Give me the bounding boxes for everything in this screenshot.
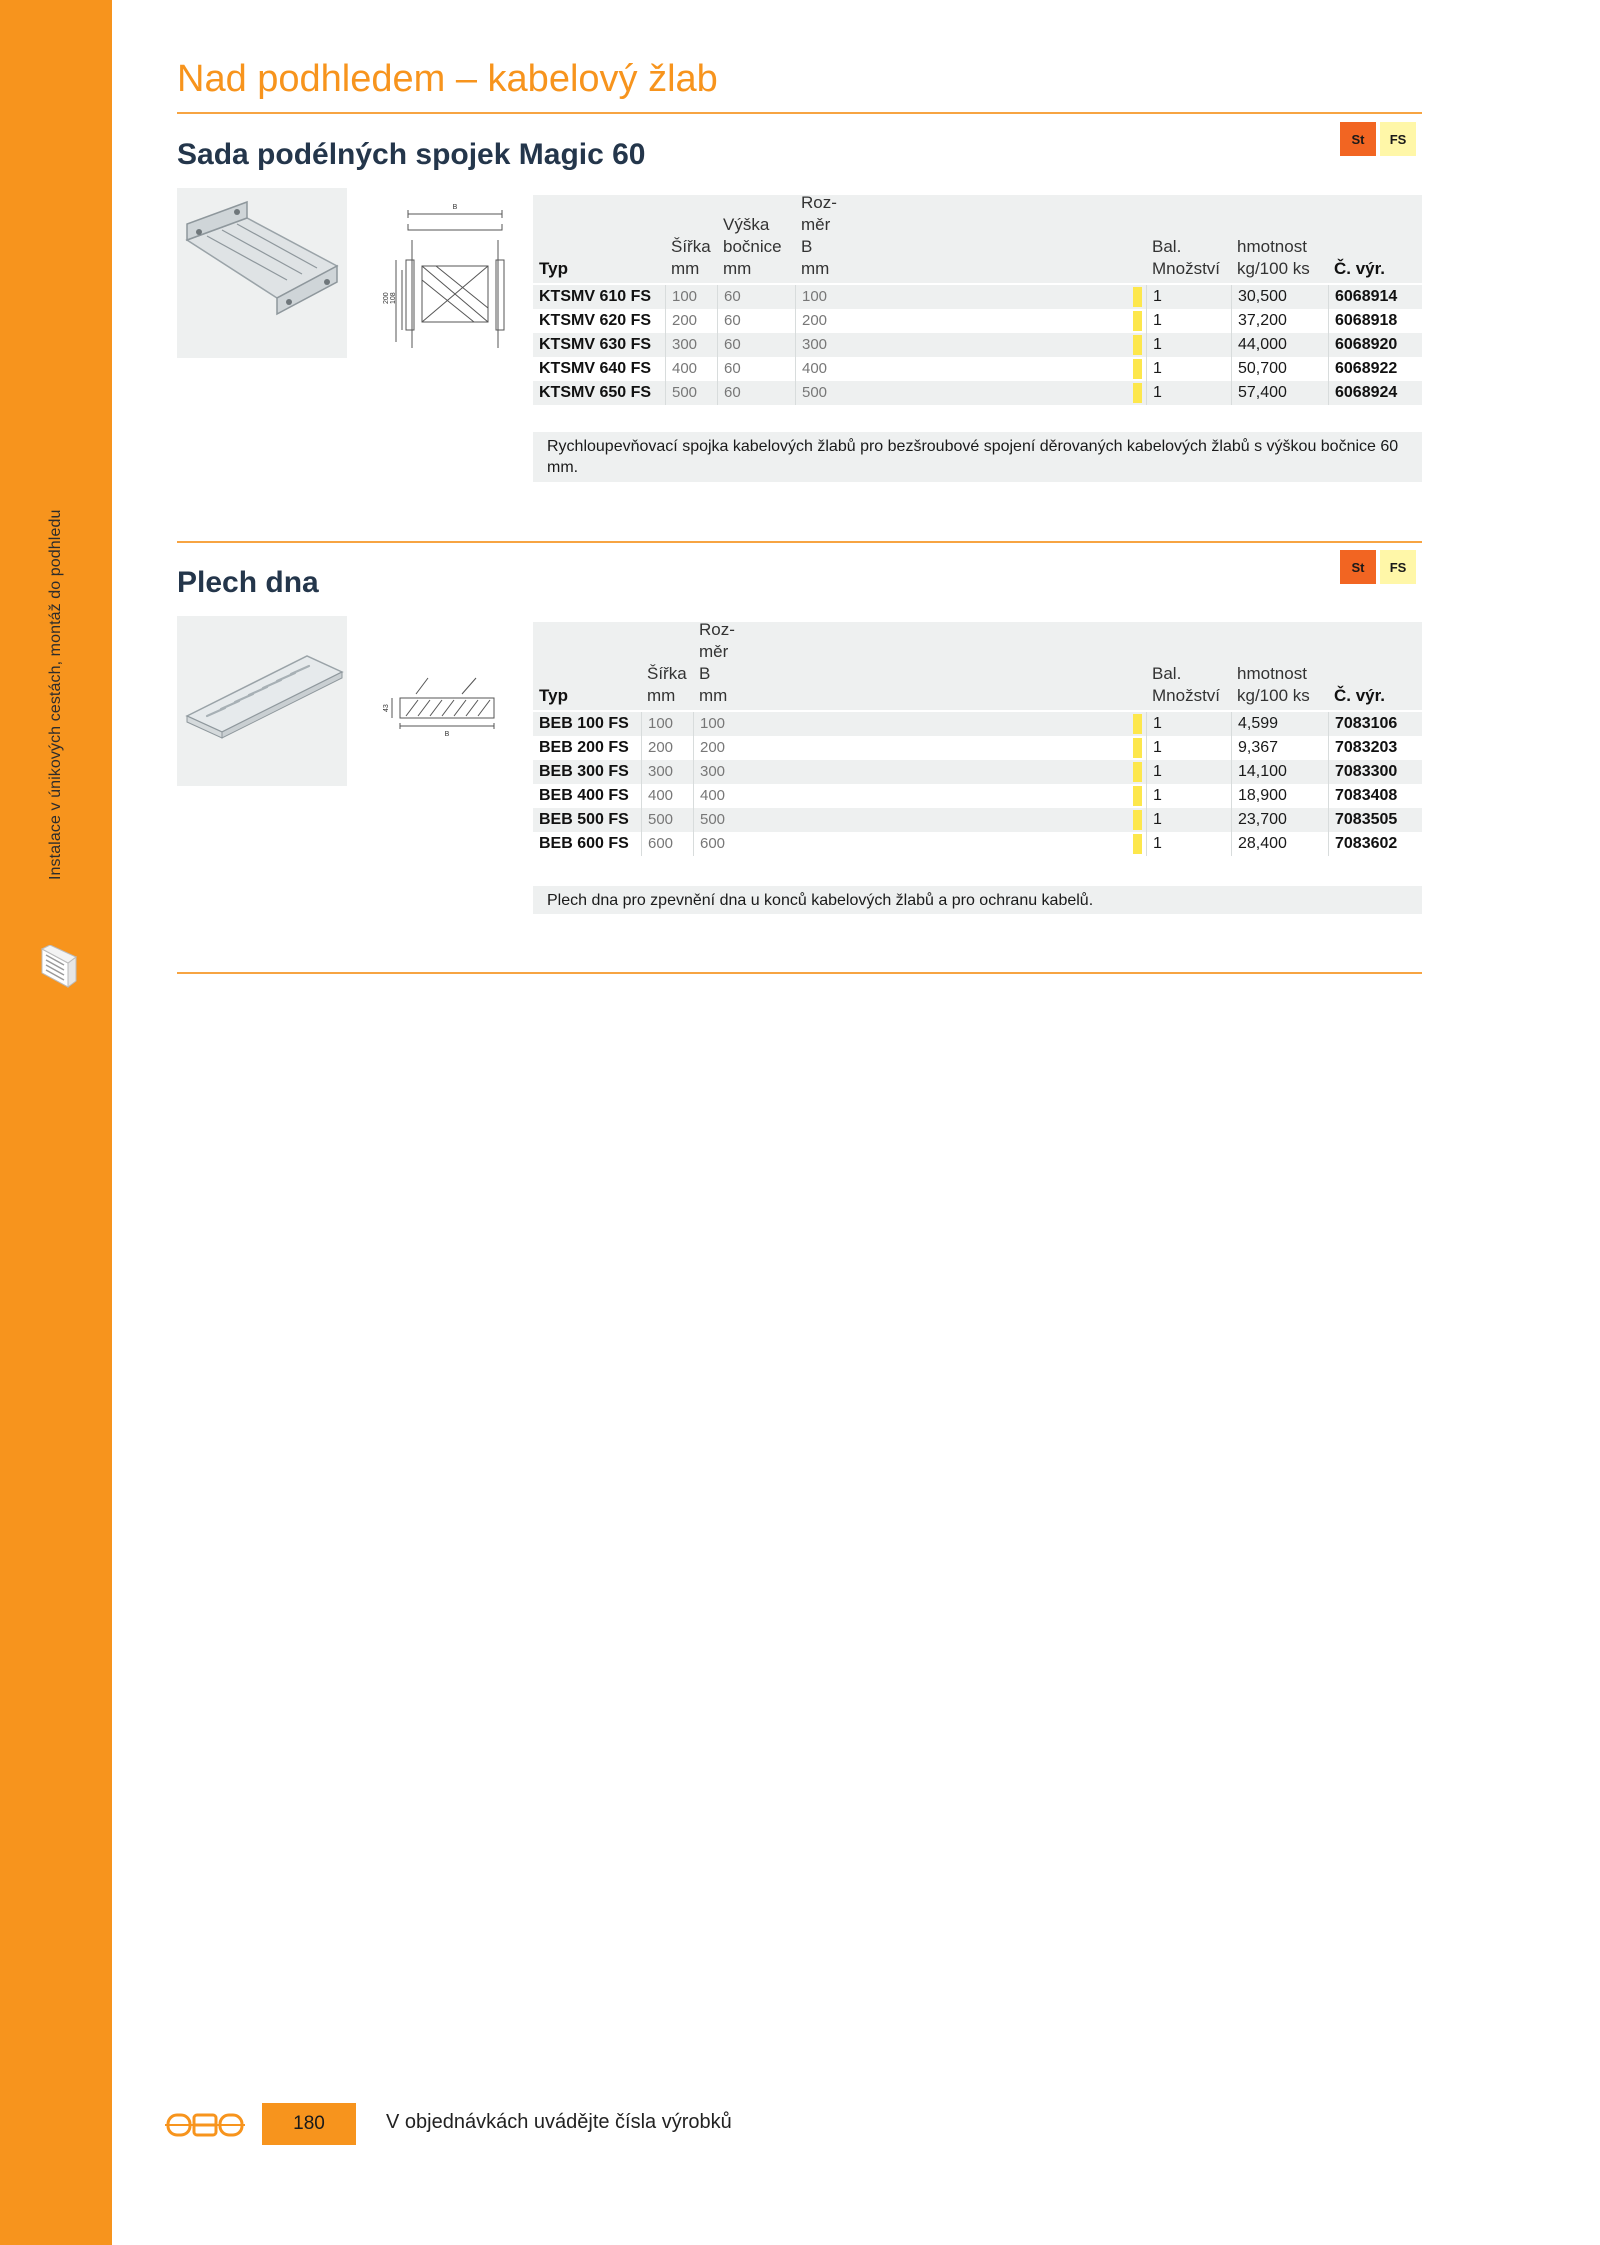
finish-marker: [1133, 786, 1142, 806]
cell-hmotnost: 4,599: [1231, 712, 1328, 736]
finish-marker: [1133, 810, 1142, 830]
col-header-bal: Bal. Množství: [1152, 664, 1221, 705]
table-header: [533, 195, 1422, 283]
cell-bal: 1: [1146, 760, 1231, 784]
cell-rozmer: 400: [795, 357, 1145, 381]
cell-typ: BEB 500 FS: [539, 811, 629, 828]
cell-vyska: 60: [717, 357, 795, 381]
technical-drawing-connector: [376, 200, 516, 360]
cell-hmotnost: 28,400: [1231, 832, 1328, 856]
cell-typ: BEB 400 FS: [539, 787, 629, 804]
obo-logo: [165, 2108, 245, 2142]
cell-sirka: 200: [641, 736, 693, 760]
table-magic60: [533, 195, 1422, 405]
cell-bal: 1: [1146, 381, 1231, 405]
col-header-typ: Typ: [539, 259, 568, 278]
cell-hmotnost: 23,700: [1231, 808, 1328, 832]
cell-typ: KTSMV 650 FS: [539, 384, 652, 401]
col-header-hmotnost: hmotnost kg/100 ks: [1237, 237, 1310, 278]
svg-text:200: 200: [383, 292, 390, 304]
col-header-cvyr: Č. výr.: [1334, 259, 1386, 278]
table-row: [533, 808, 1422, 832]
cell-hmotnost: 9,367: [1231, 736, 1328, 760]
cell-bal: 1: [1146, 333, 1231, 357]
cell-cvyr: 6068918: [1328, 309, 1422, 333]
col-header-cvyr: Č. výr.: [1334, 686, 1386, 705]
cell-bal: 1: [1146, 832, 1231, 856]
product-photo-base-plate: [177, 616, 347, 786]
footer-text: V objednávkách uvádějte čísla výrobků: [386, 2111, 732, 2133]
cell-bal: 1: [1146, 736, 1231, 760]
svg-text:108: 108: [390, 292, 397, 304]
section-divider: [177, 972, 1422, 974]
cell-cvyr: 7083106: [1328, 712, 1422, 736]
col-header-bal: Bal. Množství: [1152, 237, 1221, 278]
cell-rozmer: 400: [693, 784, 1145, 808]
finish-marker: [1133, 738, 1142, 758]
col-header-typ: Typ: [539, 686, 568, 705]
cell-sirka: 200: [665, 309, 717, 333]
col-header-hmotnost: hmotnost kg/100 ks: [1237, 664, 1310, 705]
section-title-magic60: Sada podélných spojek Magic 60: [177, 138, 646, 171]
cell-rozmer: 600: [693, 832, 1145, 856]
finish-marker: [1133, 834, 1142, 854]
page-title: Nad podhledem – kabelový žlab: [177, 58, 718, 100]
cell-bal: 1: [1146, 784, 1231, 808]
col-header-vyska: Výška bočnice mm: [723, 215, 782, 278]
description-plech-dna: Plech dna pro zpevnění dna u konců kabelových žlabů a pro ochranu kabelů.: [533, 886, 1422, 914]
material-badge-st: St: [1340, 122, 1376, 156]
cell-sirka: 600: [641, 832, 693, 856]
cell-cvyr: 6068924: [1328, 381, 1422, 405]
cell-bal: 1: [1146, 712, 1231, 736]
finish-badge-fs: FS: [1380, 550, 1416, 584]
table-header: [533, 622, 1422, 710]
cell-cvyr: 7083505: [1328, 808, 1422, 832]
cell-sirka: 100: [641, 712, 693, 736]
description-magic60: Rychloupevňovací spojka kabelových žlabů pro bezšroubové spojení děrovaných kabelových žlabů s výškou bočnice 60 mm.: [533, 432, 1422, 482]
section-divider: [177, 541, 1422, 543]
table-plech-dna: [533, 622, 1422, 857]
col-header-sirka: Šířka mm: [647, 664, 687, 705]
cell-typ: BEB 300 FS: [539, 763, 629, 780]
finish-badge-fs: FS: [1380, 122, 1416, 156]
table-row: [533, 381, 1422, 405]
section-title-plech-dna: Plech dna: [177, 566, 319, 599]
table-row: [533, 736, 1422, 760]
cell-typ: BEB 100 FS: [539, 715, 629, 732]
cell-sirka: 500: [665, 381, 717, 405]
table-row: [533, 309, 1422, 333]
product-photo-connector: [177, 188, 347, 358]
svg-text:B: B: [444, 731, 450, 738]
cell-hmotnost: 30,500: [1231, 285, 1328, 309]
cell-sirka: 400: [665, 357, 717, 381]
cell-rozmer: 100: [795, 285, 1145, 309]
cell-vyska: 60: [717, 381, 795, 405]
sidebar-vertical-text: Instalace v únikových cestách, montáž do podhledu: [47, 509, 64, 880]
cell-rozmer: 100: [693, 712, 1145, 736]
cell-cvyr: 7083203: [1328, 736, 1422, 760]
cell-vyska: 60: [717, 333, 795, 357]
cell-cvyr: 7083300: [1328, 760, 1422, 784]
cell-hmotnost: 14,100: [1231, 760, 1328, 784]
cell-hmotnost: 37,200: [1231, 309, 1328, 333]
material-badge-st: St: [1340, 550, 1376, 584]
finish-marker: [1133, 714, 1142, 734]
cell-rozmer: 300: [795, 333, 1145, 357]
cell-typ: BEB 200 FS: [539, 739, 629, 756]
cell-bal: 1: [1146, 357, 1231, 381]
cell-cvyr: 6068920: [1328, 333, 1422, 357]
cell-typ: BEB 600 FS: [539, 835, 629, 852]
cell-vyska: 60: [717, 309, 795, 333]
cell-typ: KTSMV 610 FS: [539, 288, 652, 305]
cell-hmotnost: 18,900: [1231, 784, 1328, 808]
cell-cvyr: 7083602: [1328, 832, 1422, 856]
cell-bal: 1: [1146, 285, 1231, 309]
sidebar: [0, 0, 112, 2245]
cell-hmotnost: 57,400: [1231, 381, 1328, 405]
technical-drawing-base-plate: [376, 666, 516, 746]
cell-sirka: 100: [665, 285, 717, 309]
cell-bal: 1: [1146, 808, 1231, 832]
col-header-rozmer: Roz- měr B mm: [801, 193, 837, 278]
cell-rozmer: 200: [693, 736, 1145, 760]
cell-sirka: 300: [641, 760, 693, 784]
table-row: [533, 832, 1422, 856]
finish-marker: [1133, 762, 1142, 782]
finish-marker: [1133, 335, 1142, 355]
cell-vyska: 60: [717, 285, 795, 309]
cell-rozmer: 200: [795, 309, 1145, 333]
col-header-rozmer: Roz- měr B mm: [699, 620, 735, 705]
finish-marker: [1133, 383, 1142, 403]
cell-sirka: 500: [641, 808, 693, 832]
title-divider: [177, 112, 1422, 114]
cell-cvyr: 6068914: [1328, 285, 1422, 309]
cell-typ: KTSMV 620 FS: [539, 312, 652, 329]
cell-cvyr: 7083408: [1328, 784, 1422, 808]
svg-text:B: B: [452, 204, 458, 211]
cell-sirka: 400: [641, 784, 693, 808]
finish-marker: [1133, 287, 1142, 307]
svg-text:43: 43: [383, 704, 390, 712]
cell-typ: KTSMV 640 FS: [539, 360, 652, 377]
cell-cvyr: 6068922: [1328, 357, 1422, 381]
cell-hmotnost: 44,000: [1231, 333, 1328, 357]
table-row: [533, 760, 1422, 784]
table-row: [533, 357, 1422, 381]
cable-tray-icon: [38, 945, 78, 991]
table-row: [533, 784, 1422, 808]
table-row: [533, 712, 1422, 736]
table-row: [533, 285, 1422, 309]
cell-rozmer: 300: [693, 760, 1145, 784]
cell-sirka: 300: [665, 333, 717, 357]
cell-hmotnost: 50,700: [1231, 357, 1328, 381]
cell-bal: 1: [1146, 309, 1231, 333]
cell-typ: KTSMV 630 FS: [539, 336, 652, 353]
col-header-sirka: Šířka mm: [671, 237, 711, 278]
cell-rozmer: 500: [693, 808, 1145, 832]
page-number: 180: [262, 2103, 356, 2145]
cell-rozmer: 500: [795, 381, 1145, 405]
finish-marker: [1133, 359, 1142, 379]
table-row: [533, 333, 1422, 357]
finish-marker: [1133, 311, 1142, 331]
